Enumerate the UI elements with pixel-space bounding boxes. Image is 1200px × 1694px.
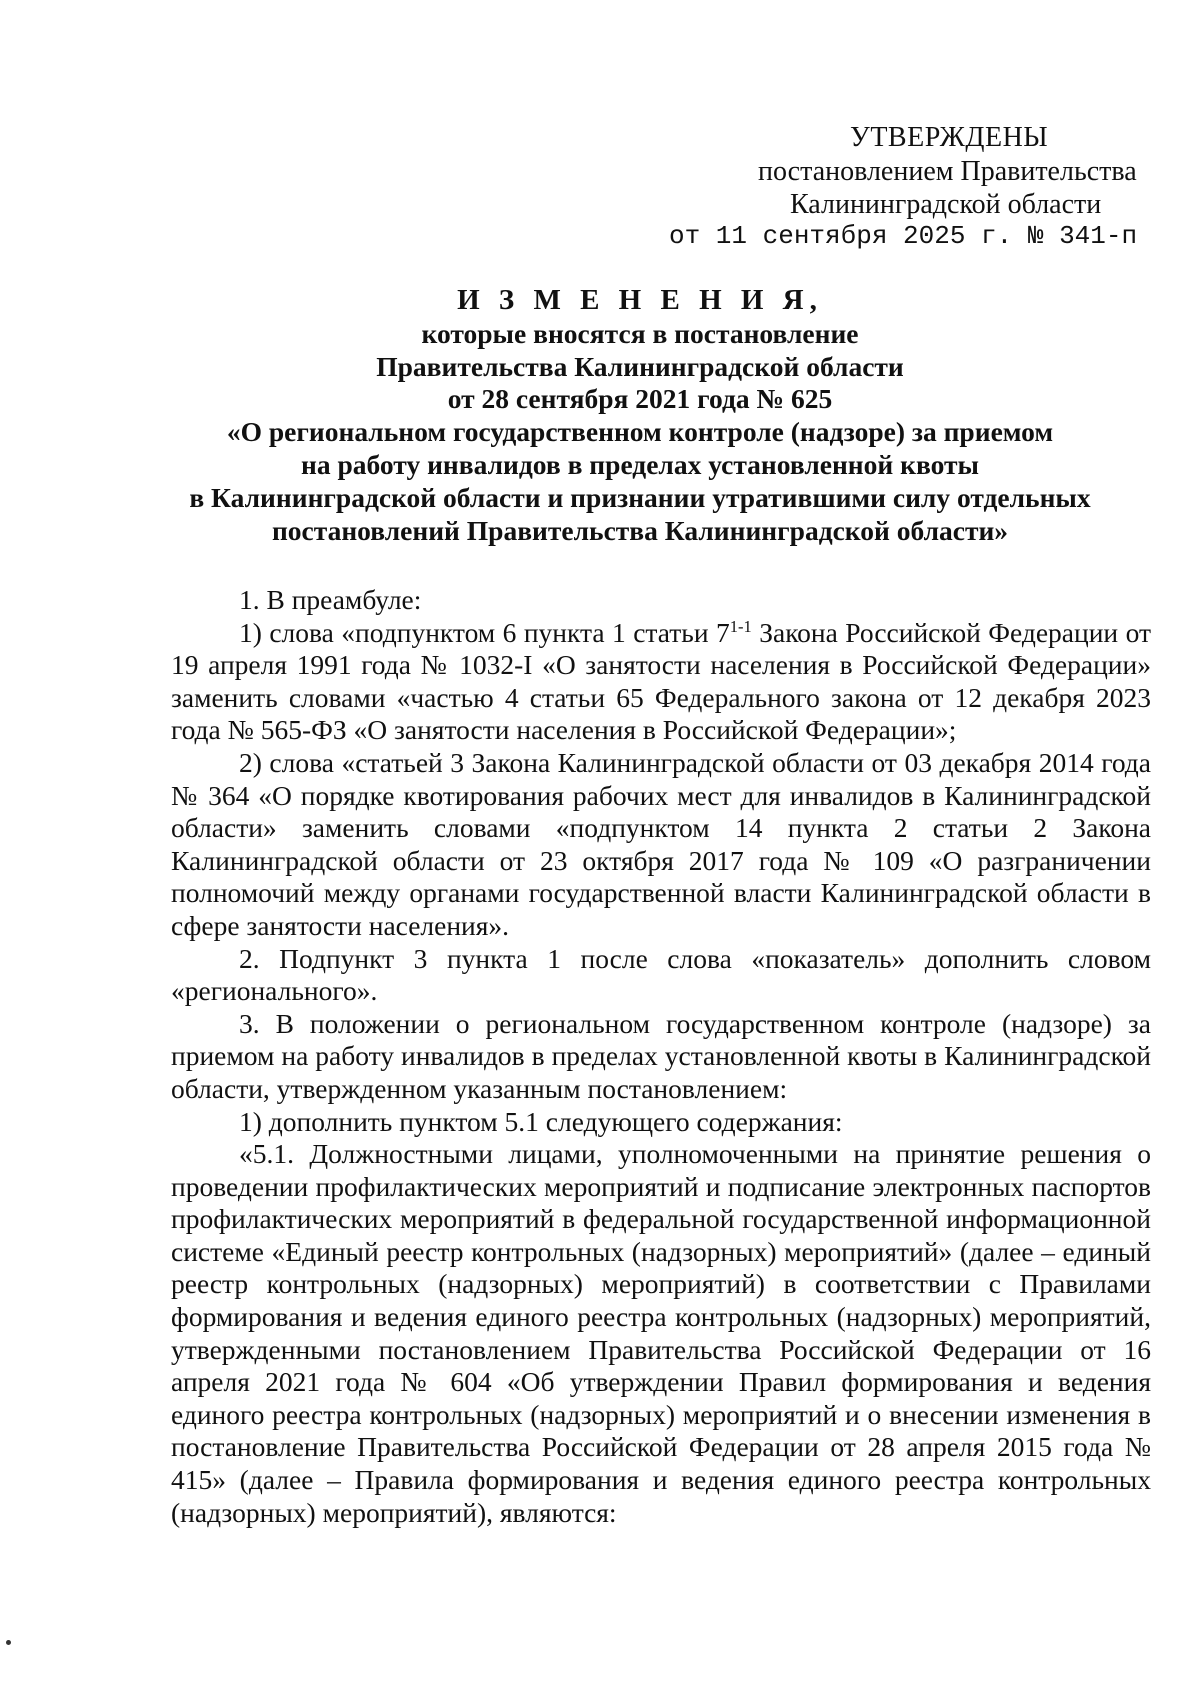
paragraph: 3. В положении о региональном государственном контроле (надзоре) за приемом на работу инвалидов в пределах установленной квоты в Калининградской области, утвержденном указанным постановлением: — [171, 1007, 1151, 1104]
paragraph-text: 1) слова «подпунктом 6 пункта 1 статьи 7 — [239, 616, 730, 648]
title-line: в Калининградской области и признании утратившими силу отдельных — [189, 481, 1091, 513]
paragraph — [171, 617, 1151, 747]
paragraph: 1. В преамбуле: — [239, 584, 422, 615]
approval-line: Калининградской области — [790, 189, 1102, 220]
superscript: 1-1 — [729, 616, 752, 636]
document-title-block — [150, 284, 1130, 547]
paragraph: 2) слова «статьей 3 Закона Калининградской области от 03 декабря 2014 года № 364 «О порядке квотирования рабочих мест для инвалидов в Калининградской области» заменить словами «подпунктом 14 пункта 2 статьи 2 Закона Калининградской области от 23 октября 2017 года № 109 «О разграничении полномочий между органами государственной власти Калининградской области в сфере занятости населения». — [171, 746, 1151, 941]
title-line: на работу инвалидов в пределах установленной квоты — [301, 448, 979, 480]
approval-title: УТВЕРЖДЕНЫ — [850, 122, 1049, 153]
paragraph: 1) дополнить пунктом 5.1 следующего содержания: — [239, 1105, 843, 1137]
title-line: которые вносятся в постановление — [421, 317, 859, 349]
paragraph: «5.1. Должностными лицами, уполномоченными на принятие решения о проведении профилактических мероприятий и подписание электронных паспортов профилактических мероприятий в федеральной государственной информационной системе «Единый реестр контрольных (надзорных) мероприятий» (далее – единый реестр контрольных (надзорных) мероприятий) в соответствии с Правилами формирования и ведения единого реестра контрольных (надзорных) мероприятий, утвержденными постановлением Правительства Российской Федерации от 16 апреля 2021 года № 604 «Об утверждении Правил формирования и ведения единого реестра контрольных (надзорных) мероприятий и о внесении изменения в постановление Правительства Российской Федерации от 28 апреля 2015 года № 415» (далее – Правила формирования и ведения единого реестра контрольных (надзорных) мероприятий), являются: — [171, 1138, 1151, 1528]
approval-line: постановлением Правительства — [758, 156, 1137, 187]
approval-date-number: от 11 сентября 2025 г. № 341-п — [669, 221, 1138, 251]
paragraph: 2. Подпункт 3 пункта 1 после слова «показатель» дополнить словом «регионального». — [171, 942, 1151, 1007]
document-heading: И З М Е Н Е Н И Я, — [457, 284, 823, 316]
document-body — [171, 584, 1151, 1529]
scan-mark — [6, 1640, 11, 1645]
title-line: от 28 сентября 2021 года № 625 — [447, 383, 833, 415]
paragraph-text: Закона Российской Федерации от 19 апреля 1991 года № 1032-I «О занятости населения в Российской Федерации» заменить словами «частью 4 статьи 65 Федерального закона от 12 декабря 2023 года № 565-ФЗ «О занятости населения в Российской Федерации»; — [171, 616, 1151, 746]
title-line: Правительства Калининградской области — [376, 350, 904, 382]
title-line: постановлений Правительства Калининградской области» — [271, 514, 1009, 546]
title-line: «О региональном государственном контроле (надзоре) за приемом — [226, 416, 1054, 448]
